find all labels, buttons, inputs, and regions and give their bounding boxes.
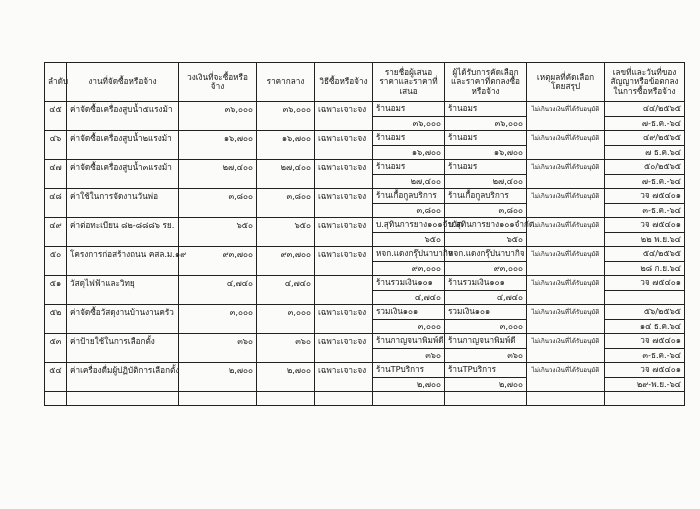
table-row — [45, 363, 685, 378]
table-row-continuation — [45, 262, 685, 276]
row-method: เฉพาะเจาะจง — [315, 334, 373, 349]
header-budget: วงเงินที่จะซื้อหรือจ้าง — [179, 63, 257, 102]
row-median-cont — [257, 233, 315, 247]
row-item-cont — [67, 233, 179, 247]
row-number: ๔๗ — [45, 160, 67, 175]
row-reason-cont — [527, 378, 605, 392]
row-number: ๔๖ — [45, 131, 67, 146]
row-number: ๕๑ — [45, 276, 67, 291]
row-number: ๔๙ — [45, 218, 67, 233]
row-win-price: ๓๖,๐๐๐ — [445, 117, 527, 131]
row-method: เฉพาะเจาะจง — [315, 160, 373, 175]
empty-cell — [45, 392, 67, 406]
row-reason-cont — [527, 233, 605, 247]
row-budget: ๖๕๐ — [179, 218, 257, 233]
row-win-price: ๓,๘๐๐ — [445, 204, 527, 218]
header-row — [45, 63, 685, 102]
procurement-table — [44, 62, 685, 406]
row-bidder: บ.สุทินการยาง๑๐๑จำกัด — [373, 218, 445, 233]
row-method-cont — [315, 378, 373, 392]
row-winner: ร้านอมร — [445, 131, 527, 146]
row-method-cont — [315, 262, 373, 276]
row-reason: ไม่เกินวงเงินที่ได้รับอนุมัติ — [527, 334, 605, 349]
table-row — [45, 131, 685, 146]
row-item: ค่าต่อทะเบียน ๘๒-๘๘๘๖ รย. — [67, 218, 179, 233]
table-row-continuation — [45, 233, 685, 247]
row-budget-cont — [179, 291, 257, 305]
row-contract-date: ๒๙-พ.ย.-๖๔ — [605, 378, 685, 392]
row-bidder: ร้านอมร — [373, 160, 445, 175]
row-contract-date: ๒๒ พ.ย.๖๔ — [605, 233, 685, 247]
row-method-cont — [315, 233, 373, 247]
row-bidder: ร้านTPบริการ — [373, 363, 445, 378]
row-winner: ร้านเกื้อกูลบริการ — [445, 189, 527, 204]
row-reason: ไม่เกินวงเงินที่ได้รับอนุมัติ — [527, 131, 605, 146]
row-winner: หจก.แดงกรุ๊ปนาบากิจ — [445, 247, 527, 262]
row-item-cont — [67, 146, 179, 160]
row-reason: ไม่เกินวงเงินที่ได้รับอนุมัติ — [527, 218, 605, 233]
row-win-price: ๙๓,๐๐๐ — [445, 262, 527, 276]
row-number: ๔๕ — [45, 102, 67, 117]
row-bid-price: ๑๖,๗๐๐ — [373, 146, 445, 160]
row-method: เฉพาะเจาะจง — [315, 131, 373, 146]
row-item: ค่าเครื่องดื่มผู้ปฏิบัติการเลือกตั้ง — [67, 363, 179, 378]
row-median: ๓๖๐ — [257, 334, 315, 349]
row-number-cont — [45, 349, 67, 363]
table-row — [45, 305, 685, 320]
row-item-cont — [67, 378, 179, 392]
row-reason-cont — [527, 262, 605, 276]
row-bid-price: ๓,๐๐๐ — [373, 320, 445, 334]
header-item: งานที่จัดซื้อหรือจ้าง — [67, 63, 179, 102]
row-winner: รวมเงิน๑๐๑ — [445, 305, 527, 320]
row-win-price: ๒๗,๔๐๐ — [445, 175, 527, 189]
table-row-continuation — [45, 320, 685, 334]
row-bid-price: ๒,๗๐๐ — [373, 378, 445, 392]
row-bidder: ร้านรวมเงิน๑๐๑ — [373, 276, 445, 291]
row-bid-price: ๓๖,๐๐๐ — [373, 117, 445, 131]
row-number-cont — [45, 175, 67, 189]
row-winner: ร้านTPบริการ — [445, 363, 527, 378]
row-item-cont — [67, 175, 179, 189]
row-win-price: ๔,๗๔๐ — [445, 291, 527, 305]
row-number-cont — [45, 204, 67, 218]
empty-cell — [373, 392, 445, 406]
header-no: ลำดับ — [45, 63, 67, 102]
row-method: เฉพาะเจาะจง — [315, 102, 373, 117]
row-contract-no: ๕๐/๒๕๖๕ — [605, 160, 685, 175]
row-winner: ร้านอมร — [445, 102, 527, 117]
row-method: เฉพาะเจาะจง — [315, 189, 373, 204]
empty-cell — [179, 392, 257, 406]
row-contract-date: ๗-ธ.ค.-๖๔ — [605, 117, 685, 131]
row-win-price: ๑๖,๗๐๐ — [445, 146, 527, 160]
row-method-cont — [315, 146, 373, 160]
row-bidder: ร้านอมร — [373, 102, 445, 117]
row-method — [315, 276, 373, 291]
row-winner: บ.สุทินการยาง๑๐๑จำกัด — [445, 218, 527, 233]
row-budget: ๒,๗๐๐ — [179, 363, 257, 378]
row-item: ค่าป้ายใช้ในการเลือกตั้ง — [67, 334, 179, 349]
table-row-continuation — [45, 349, 685, 363]
row-budget-cont — [179, 378, 257, 392]
row-item: ค่าจัดซื้อเครื่องสูบน้ำ๕แรงม้า — [67, 102, 179, 117]
row-budget-cont — [179, 175, 257, 189]
row-budget-cont — [179, 117, 257, 131]
row-item: ค่าจัดซื้อวัสดุงานบ้านงานครัว — [67, 305, 179, 320]
table-row — [45, 276, 685, 291]
row-number: ๕๐ — [45, 247, 67, 262]
row-item: วัสดุไฟฟ้าและวิทยุ — [67, 276, 179, 291]
row-number-cont — [45, 320, 67, 334]
row-method-cont — [315, 175, 373, 189]
row-win-price: ๓,๐๐๐ — [445, 320, 527, 334]
row-budget-cont — [179, 349, 257, 363]
row-bid-price: ๒๗,๔๐๐ — [373, 175, 445, 189]
row-number-cont — [45, 291, 67, 305]
row-median: ๑๖,๗๐๐ — [257, 131, 315, 146]
row-budget: ๔,๗๔๐ — [179, 276, 257, 291]
row-number-cont — [45, 233, 67, 247]
row-reason-cont — [527, 349, 605, 363]
row-win-price: ๓๖๐ — [445, 349, 527, 363]
row-median: ๒๗,๔๐๐ — [257, 160, 315, 175]
row-budget: ๙๓,๗๐๐ — [179, 247, 257, 262]
row-item: ค่าจัดซื้อเครื่องสูบน้ำ๒แรงม้า — [67, 131, 179, 146]
row-contract-no: วจ ๗๕๔๐๑ — [605, 276, 685, 291]
row-contract-no: วจ ๗๕๔๐๑ — [605, 334, 685, 349]
row-contract-date — [605, 291, 685, 305]
row-item: ค่าใช้ในการจัดงานวันพ่อ — [67, 189, 179, 204]
row-item-cont — [67, 262, 179, 276]
row-median-cont — [257, 320, 315, 334]
row-budget: ๒๗,๔๐๐ — [179, 160, 257, 175]
row-median-cont — [257, 117, 315, 131]
row-item-cont — [67, 117, 179, 131]
header-contract: เลขที่และวันที่ของสัญญาหรือข้อตกลงในการซื้อหรือจ้าง — [605, 63, 685, 102]
row-contract-date: ๑๔ ธ.ค.๖๔ — [605, 320, 685, 334]
row-budget-cont — [179, 146, 257, 160]
table-row-continuation — [45, 291, 685, 305]
table-row-continuation — [45, 117, 685, 131]
row-method-cont — [315, 117, 373, 131]
row-contract-no: ๔๔/๒๕๖๕ — [605, 102, 685, 117]
row-median: ๓๖,๐๐๐ — [257, 102, 315, 117]
row-bid-price: ๔,๗๔๐ — [373, 291, 445, 305]
row-reason: ไม่เกินวงเงินที่ได้รับอนุมัติ — [527, 160, 605, 175]
table-row — [45, 160, 685, 175]
row-median-cont — [257, 146, 315, 160]
row-contract-date: ๒๘ ก.ย.๖๔ — [605, 262, 685, 276]
table-row-continuation — [45, 378, 685, 392]
row-number: ๕๒ — [45, 305, 67, 320]
header-winner: ผู้ได้รับการคัดเลือกและราคาที่ตกลงซื้อหรือจ้าง — [445, 63, 527, 102]
row-method-cont — [315, 349, 373, 363]
row-number-cont — [45, 378, 67, 392]
row-item-cont — [67, 349, 179, 363]
row-bidder: หจก.แดงกรุ๊ปนาบากิจ — [373, 247, 445, 262]
row-number-cont — [45, 117, 67, 131]
row-budget: ๓๖๐ — [179, 334, 257, 349]
row-bidder: ร้านเกื้อกูลบริการ — [373, 189, 445, 204]
row-contract-no: ๕๖/๒๕๖๕ — [605, 305, 685, 320]
row-reason-cont — [527, 175, 605, 189]
table-row-continuation — [45, 204, 685, 218]
row-median: ๔,๗๔๐ — [257, 276, 315, 291]
table-row-continuation — [45, 146, 685, 160]
row-number-cont — [45, 262, 67, 276]
row-item: ค่าจัดซื้อเครื่องสูบน้ำ๓แรงม้า — [67, 160, 179, 175]
row-reason: ไม่เกินวงเงินที่ได้รับอนุมัติ — [527, 247, 605, 262]
empty-cell — [257, 392, 315, 406]
row-bidder: ร้านอมร — [373, 131, 445, 146]
row-number: ๕๔ — [45, 363, 67, 378]
row-number: ๔๘ — [45, 189, 67, 204]
row-budget: ๑๖,๗๐๐ — [179, 131, 257, 146]
empty-cell — [445, 392, 527, 406]
row-median-cont — [257, 349, 315, 363]
empty-cell — [605, 392, 685, 406]
header-reason: เหตุผลที่คัดเลือกโดยสรุป — [527, 63, 605, 102]
table-row — [45, 247, 685, 262]
row-method: เฉพาะเจาะจง — [315, 218, 373, 233]
row-median-cont — [257, 291, 315, 305]
row-budget: ๓,๘๐๐ — [179, 189, 257, 204]
row-contract-date: ๗ ธ.ค.๖๔ — [605, 146, 685, 160]
row-median-cont — [257, 175, 315, 189]
row-winner: ร้านกาญจนาพิมพ์ดี — [445, 334, 527, 349]
row-winner: ร้านรวมเงิน๑๐๑ — [445, 276, 527, 291]
table-row — [45, 102, 685, 117]
row-median: ๒,๗๐๐ — [257, 363, 315, 378]
row-reason: ไม่เกินวงเงินที่ได้รับอนุมัติ — [527, 189, 605, 204]
row-contract-date: ๓-ธ.ค.-๖๔ — [605, 349, 685, 363]
row-reason-cont — [527, 320, 605, 334]
table-row — [45, 189, 685, 204]
row-reason: ไม่เกินวงเงินที่ได้รับอนุมัติ — [527, 305, 605, 320]
row-reason: ไม่เกินวงเงินที่ได้รับอนุมัติ — [527, 102, 605, 117]
row-reason-cont — [527, 204, 605, 218]
row-method-cont — [315, 204, 373, 218]
row-median: ๓,๐๐๐ — [257, 305, 315, 320]
row-method: เฉพาะเจาะจง — [315, 247, 373, 262]
header-median: ราคากลาง — [257, 63, 315, 102]
row-budget-cont — [179, 204, 257, 218]
row-contract-date: ๓-ธ.ค.-๖๔ — [605, 204, 685, 218]
row-median: ๖๕๐ — [257, 218, 315, 233]
row-reason-cont — [527, 291, 605, 305]
table-row-continuation — [45, 175, 685, 189]
row-win-price: ๖๕๐ — [445, 233, 527, 247]
row-bid-price: ๓๖๐ — [373, 349, 445, 363]
row-number: ๕๓ — [45, 334, 67, 349]
row-bidder: รวมเงิน๑๐๑ — [373, 305, 445, 320]
row-item-cont — [67, 320, 179, 334]
row-number-cont — [45, 146, 67, 160]
header-bidders: รายชื่อผู้เสนอราคาและราคาที่เสนอ — [373, 63, 445, 102]
row-budget-cont — [179, 262, 257, 276]
row-contract-no: วจ ๗๕๔๐๑ — [605, 363, 685, 378]
empty-cell — [527, 392, 605, 406]
row-contract-no: ๔๙/๒๕๖๕ — [605, 131, 685, 146]
row-reason: ไม่เกินวงเงินที่ได้รับอนุมัติ — [527, 276, 605, 291]
row-bidder: ร้านกาญจนาพิมพ์ดี — [373, 334, 445, 349]
row-method: เฉพาะเจาะจง — [315, 305, 373, 320]
row-method: เฉพาะเจาะจง — [315, 363, 373, 378]
row-contract-date: ๗-ธ.ค.-๖๔ — [605, 175, 685, 189]
row-item-cont — [67, 204, 179, 218]
row-median-cont — [257, 378, 315, 392]
row-winner: ร้านอมร — [445, 160, 527, 175]
row-bid-price: ๓,๘๐๐ — [373, 204, 445, 218]
row-win-price: ๒,๗๐๐ — [445, 378, 527, 392]
table-row — [45, 334, 685, 349]
row-median-cont — [257, 262, 315, 276]
row-budget-cont — [179, 233, 257, 247]
row-contract-no: วจ ๗๕๔๐๑ — [605, 189, 685, 204]
row-bid-price: ๖๕๐ — [373, 233, 445, 247]
row-budget: ๓,๐๐๐ — [179, 305, 257, 320]
empty-cell — [315, 392, 373, 406]
empty-row — [45, 392, 685, 406]
row-contract-no: ๕๔/๒๕๖๕ — [605, 247, 685, 262]
row-bid-price: ๙๓,๐๐๐ — [373, 262, 445, 276]
row-median: ๙๓,๗๐๐ — [257, 247, 315, 262]
empty-cell — [67, 392, 179, 406]
row-reason: ไม่เกินวงเงินที่ได้รับอนุมัติ — [527, 363, 605, 378]
row-budget-cont — [179, 320, 257, 334]
row-reason-cont — [527, 146, 605, 160]
header-method: วิธีซื้อหรือจ้าง — [315, 63, 373, 102]
row-item-cont — [67, 291, 179, 305]
row-reason-cont — [527, 117, 605, 131]
row-method-cont — [315, 291, 373, 305]
row-budget: ๓๖,๐๐๐ — [179, 102, 257, 117]
row-contract-no: วจ ๗๕๔๐๑ — [605, 218, 685, 233]
row-method-cont — [315, 320, 373, 334]
row-median: ๓,๘๐๐ — [257, 189, 315, 204]
row-median-cont — [257, 204, 315, 218]
table-row — [45, 218, 685, 233]
row-item: โครงการก่อสร้างถนน คสล.ม.๑๙ — [67, 247, 179, 262]
